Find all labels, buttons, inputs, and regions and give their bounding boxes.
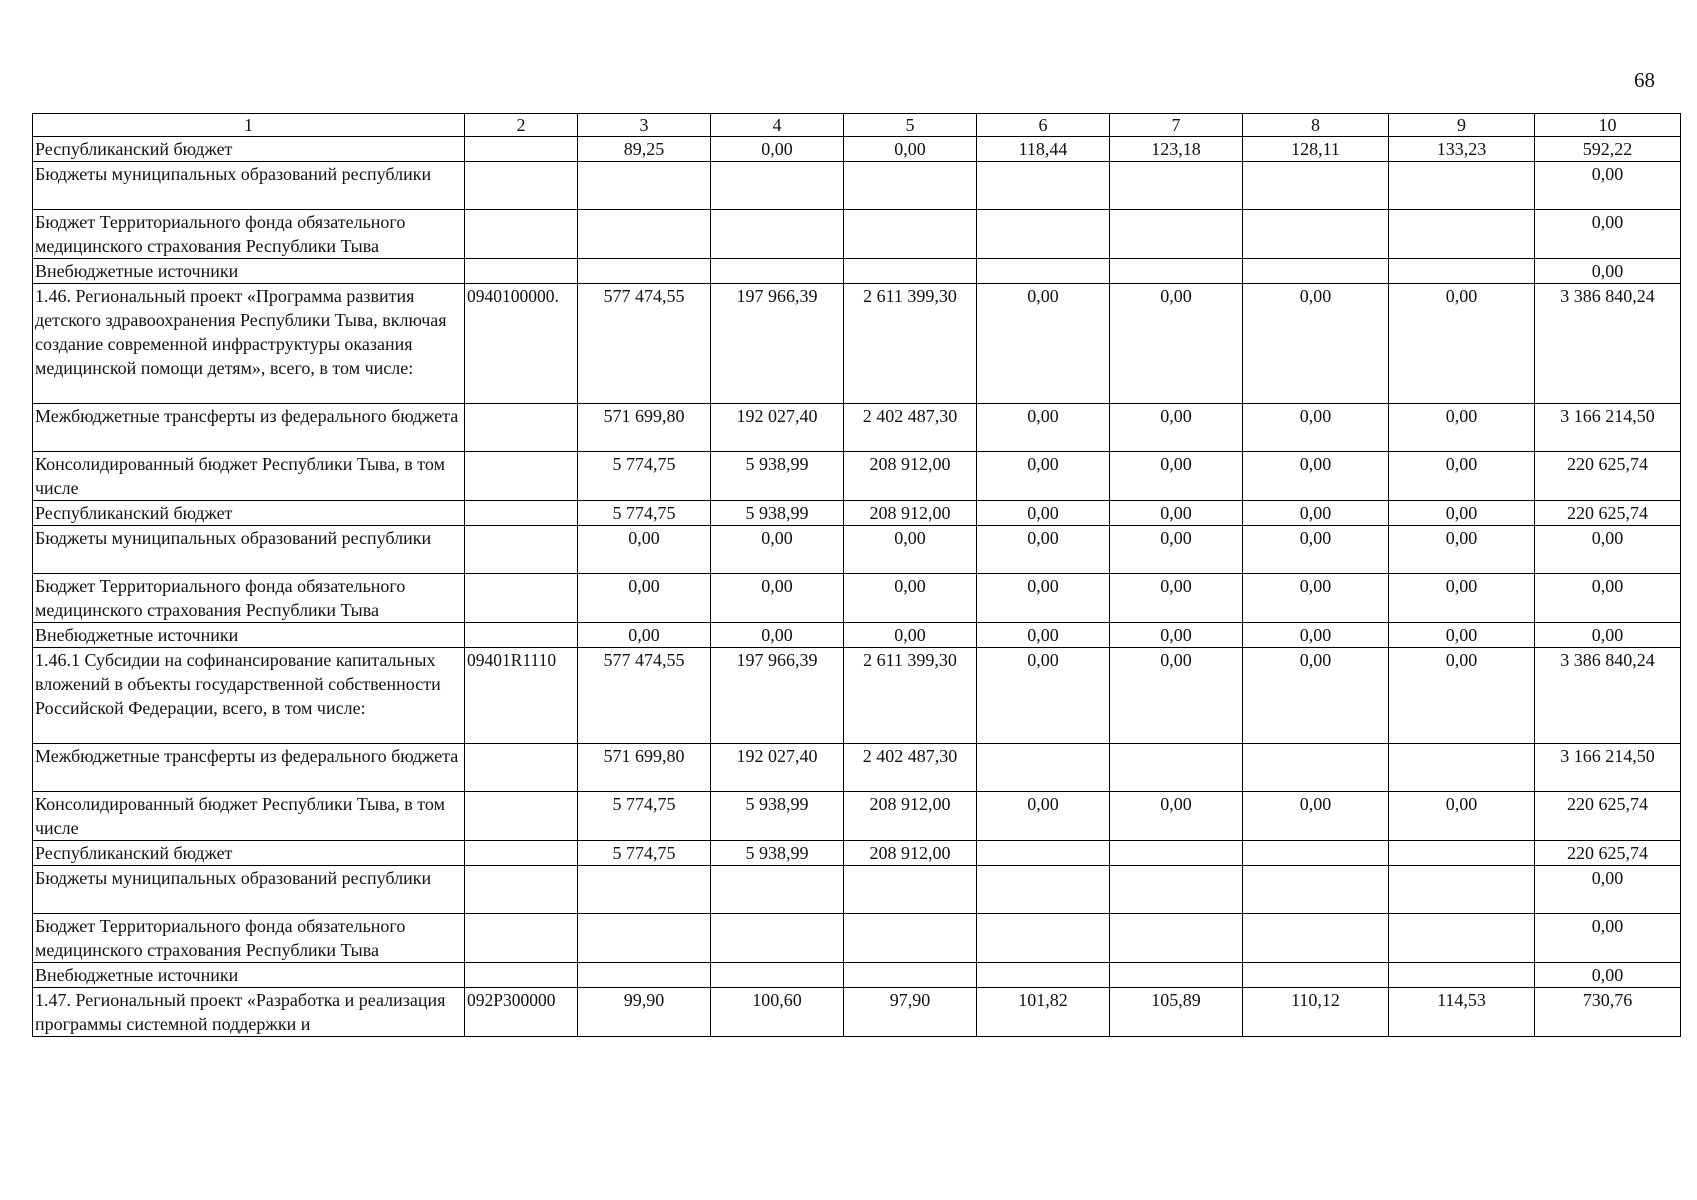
page-number: 68 [1634, 68, 1655, 92]
amount-cell [1110, 162, 1243, 210]
amount-cell: 0,00 [1389, 526, 1535, 574]
amount-cell: 0,00 [1535, 162, 1681, 210]
amount-cell: 0,00 [1535, 866, 1681, 914]
amount-cell [1389, 963, 1535, 988]
table-row [33, 259, 1681, 284]
row-label: Внебюджетные источники [33, 623, 465, 648]
amount-cell: 0,00 [977, 404, 1110, 452]
budget-code [465, 866, 578, 914]
amount-cell: 0,00 [1535, 574, 1681, 623]
amount-cell [1243, 744, 1389, 792]
amount-cell: 0,00 [1110, 648, 1243, 744]
amount-cell [1389, 866, 1535, 914]
amount-cell: 5 774,75 [578, 501, 711, 526]
row-label: Межбюджетные трансферты из федерального бюджета [33, 744, 465, 792]
amount-cell [1110, 841, 1243, 866]
amount-cell [977, 210, 1110, 259]
row-label: Бюджет Территориального фонда обязательного медицинского страхования Республики Тыва [33, 914, 465, 963]
table-row [33, 284, 1681, 404]
table-row [33, 648, 1681, 744]
amount-cell: 97,90 [844, 988, 977, 1037]
amount-cell [1243, 963, 1389, 988]
budget-code: 092P300000 [465, 988, 578, 1037]
amount-cell [711, 162, 844, 210]
amount-cell: 197 966,39 [711, 284, 844, 404]
amount-cell: 0,00 [844, 623, 977, 648]
amount-cell: 0,00 [1389, 501, 1535, 526]
amount-cell: 0,00 [1243, 284, 1389, 404]
amount-cell [1243, 162, 1389, 210]
amount-cell: 0,00 [1389, 648, 1535, 744]
budget-code [465, 841, 578, 866]
budget-code [465, 404, 578, 452]
table-row [33, 162, 1681, 210]
budget-code [465, 452, 578, 501]
amount-cell: 571 699,80 [578, 744, 711, 792]
budget-code [465, 914, 578, 963]
amount-cell: 2 611 399,30 [844, 284, 977, 404]
amount-cell: 0,00 [578, 623, 711, 648]
amount-cell: 192 027,40 [711, 744, 844, 792]
amount-cell [1389, 259, 1535, 284]
amount-cell: 0,00 [1535, 259, 1681, 284]
table-row [33, 963, 1681, 988]
amount-cell: 0,00 [1535, 623, 1681, 648]
amount-cell [977, 259, 1110, 284]
row-label: 1.46. Региональный проект «Программа развития детского здравоохранения Республики Тыва, включая создание современной инфраструктуры оказания медицинской помощи детям», всего, в том числе: [33, 284, 465, 404]
amount-cell [1389, 162, 1535, 210]
row-label: Консолидированный бюджет Республики Тыва, в том числе [33, 452, 465, 501]
table-row [33, 501, 1681, 526]
row-label: Республиканский бюджет [33, 137, 465, 162]
amount-cell: 0,00 [1535, 526, 1681, 574]
amount-cell: 0,00 [711, 574, 844, 623]
amount-cell: 3 386 840,24 [1535, 648, 1681, 744]
amount-cell: 0,00 [977, 284, 1110, 404]
amount-cell [977, 963, 1110, 988]
amount-cell [1110, 210, 1243, 259]
amount-cell [578, 259, 711, 284]
amount-cell [977, 914, 1110, 963]
amount-cell: 114,53 [1389, 988, 1535, 1037]
row-label: Бюджеты муниципальных образований республики [33, 866, 465, 914]
budget-code [465, 162, 578, 210]
amount-cell: 0,00 [1243, 501, 1389, 526]
budget-code: 09401R1110 [465, 648, 578, 744]
amount-cell: 3 166 214,50 [1535, 404, 1681, 452]
amount-cell [1243, 866, 1389, 914]
amount-cell: 571 699,80 [578, 404, 711, 452]
column-header-3: 3 [578, 114, 711, 137]
budget-code [465, 623, 578, 648]
budget-code [465, 259, 578, 284]
amount-cell [844, 162, 977, 210]
amount-cell [1110, 866, 1243, 914]
table-header-row [33, 114, 1681, 137]
amount-cell: 0,00 [1110, 623, 1243, 648]
table-row [33, 792, 1681, 841]
amount-cell: 110,12 [1243, 988, 1389, 1037]
amount-cell: 0,00 [1389, 284, 1535, 404]
amount-cell: 99,90 [578, 988, 711, 1037]
amount-cell: 0,00 [1389, 623, 1535, 648]
amount-cell [977, 744, 1110, 792]
amount-cell: 197 966,39 [711, 648, 844, 744]
amount-cell: 0,00 [1243, 648, 1389, 744]
amount-cell: 5 938,99 [711, 501, 844, 526]
amount-cell: 0,00 [844, 526, 977, 574]
amount-cell: 208 912,00 [844, 792, 977, 841]
amount-cell: 220 625,74 [1535, 501, 1681, 526]
budget-code [465, 792, 578, 841]
amount-cell: 0,00 [1110, 404, 1243, 452]
amount-cell: 5 938,99 [711, 452, 844, 501]
amount-cell [1243, 259, 1389, 284]
amount-cell [1389, 210, 1535, 259]
amount-cell [1243, 914, 1389, 963]
amount-cell: 0,00 [977, 648, 1110, 744]
column-header-1: 1 [33, 114, 465, 137]
table-row [33, 574, 1681, 623]
amount-cell: 5 938,99 [711, 841, 844, 866]
row-label: Межбюджетные трансферты из федерального бюджета [33, 404, 465, 452]
amount-cell: 208 912,00 [844, 452, 977, 501]
amount-cell: 0,00 [1535, 963, 1681, 988]
amount-cell: 0,00 [1389, 452, 1535, 501]
column-header-2: 2 [465, 114, 578, 137]
amount-cell: 0,00 [1110, 792, 1243, 841]
amount-cell [1110, 744, 1243, 792]
row-label: Бюджеты муниципальных образований республики [33, 526, 465, 574]
amount-cell [578, 914, 711, 963]
amount-cell: 730,76 [1535, 988, 1681, 1037]
amount-cell: 220 625,74 [1535, 792, 1681, 841]
column-header-6: 6 [977, 114, 1110, 137]
amount-cell: 0,00 [1389, 574, 1535, 623]
amount-cell: 0,00 [1110, 452, 1243, 501]
amount-cell [578, 866, 711, 914]
budget-code [465, 526, 578, 574]
table-row [33, 452, 1681, 501]
amount-cell: 0,00 [578, 574, 711, 623]
amount-cell [844, 963, 977, 988]
amount-cell: 0,00 [1243, 404, 1389, 452]
amount-cell: 577 474,55 [578, 284, 711, 404]
row-label: Бюджеты муниципальных образований республики [33, 162, 465, 210]
column-header-10: 10 [1535, 114, 1681, 137]
amount-cell [1389, 841, 1535, 866]
row-label: Внебюджетные источники [33, 963, 465, 988]
table-row [33, 623, 1681, 648]
amount-cell [844, 866, 977, 914]
table-row [33, 210, 1681, 259]
row-label: 1.47. Региональный проект «Разработка и реализация программы системной поддержки и [33, 988, 465, 1037]
amount-cell: 0,00 [711, 137, 844, 162]
amount-cell: 5 774,75 [578, 452, 711, 501]
budget-code [465, 501, 578, 526]
row-label: Бюджет Территориального фонда обязательного медицинского страхования Республики Тыва [33, 574, 465, 623]
amount-cell: 192 027,40 [711, 404, 844, 452]
amount-cell: 577 474,55 [578, 648, 711, 744]
amount-cell [711, 914, 844, 963]
amount-cell: 100,60 [711, 988, 844, 1037]
amount-cell: 5 938,99 [711, 792, 844, 841]
amount-cell: 89,25 [578, 137, 711, 162]
amount-cell: 0,00 [1389, 404, 1535, 452]
amount-cell: 592,22 [1535, 137, 1681, 162]
row-label: 1.46.1 Субсидии на софинансирование капитальных вложений в объекты государственной собственности Российской Федерации, всего, в том числе: [33, 648, 465, 744]
table-row [33, 744, 1681, 792]
amount-cell [711, 963, 844, 988]
budget-code [465, 210, 578, 259]
amount-cell [844, 210, 977, 259]
amount-cell: 0,00 [1110, 574, 1243, 623]
row-label: Республиканский бюджет [33, 501, 465, 526]
amount-cell: 2 611 399,30 [844, 648, 977, 744]
row-label: Республиканский бюджет [33, 841, 465, 866]
amount-cell: 0,00 [711, 623, 844, 648]
amount-cell [844, 259, 977, 284]
amount-cell: 0,00 [1243, 526, 1389, 574]
amount-cell: 0,00 [1110, 526, 1243, 574]
amount-cell: 0,00 [1110, 501, 1243, 526]
amount-cell [711, 210, 844, 259]
table-row [33, 526, 1681, 574]
amount-cell [1389, 914, 1535, 963]
amount-cell: 0,00 [1389, 792, 1535, 841]
amount-cell [977, 866, 1110, 914]
budget-code: 0940100000. [465, 284, 578, 404]
row-label: Консолидированный бюджет Республики Тыва, в том числе [33, 792, 465, 841]
amount-cell [1110, 963, 1243, 988]
amount-cell: 0,00 [1110, 284, 1243, 404]
amount-cell [578, 162, 711, 210]
amount-cell: 3 386 840,24 [1535, 284, 1681, 404]
amount-cell: 118,44 [977, 137, 1110, 162]
amount-cell [711, 259, 844, 284]
amount-cell [1243, 210, 1389, 259]
budget-code [465, 963, 578, 988]
amount-cell [977, 162, 1110, 210]
column-header-8: 8 [1243, 114, 1389, 137]
column-header-9: 9 [1389, 114, 1535, 137]
amount-cell: 101,82 [977, 988, 1110, 1037]
amount-cell: 208 912,00 [844, 841, 977, 866]
amount-cell: 3 166 214,50 [1535, 744, 1681, 792]
amount-cell [1110, 914, 1243, 963]
table-row [33, 404, 1681, 452]
column-header-4: 4 [711, 114, 844, 137]
budget-code [465, 744, 578, 792]
amount-cell [711, 866, 844, 914]
amount-cell: 0,00 [578, 526, 711, 574]
table-body [33, 114, 1681, 1037]
row-label: Бюджет Территориального фонда обязательного медицинского страхования Республики Тыва [33, 210, 465, 259]
amount-cell [1243, 841, 1389, 866]
amount-cell: 2 402 487,30 [844, 744, 977, 792]
amount-cell [1389, 744, 1535, 792]
amount-cell [578, 210, 711, 259]
budget-code [465, 137, 578, 162]
table-row [33, 841, 1681, 866]
table-row [33, 866, 1681, 914]
amount-cell [844, 914, 977, 963]
amount-cell: 128,11 [1243, 137, 1389, 162]
amount-cell: 133,23 [1389, 137, 1535, 162]
amount-cell: 220 625,74 [1535, 841, 1681, 866]
amount-cell: 0,00 [977, 623, 1110, 648]
amount-cell: 0,00 [977, 501, 1110, 526]
amount-cell: 0,00 [977, 792, 1110, 841]
amount-cell: 0,00 [1243, 623, 1389, 648]
amount-cell: 220 625,74 [1535, 452, 1681, 501]
amount-cell: 0,00 [844, 137, 977, 162]
column-header-7: 7 [1110, 114, 1243, 137]
amount-cell: 105,89 [1110, 988, 1243, 1037]
amount-cell: 5 774,75 [578, 792, 711, 841]
amount-cell: 0,00 [711, 526, 844, 574]
amount-cell [578, 963, 711, 988]
amount-cell: 0,00 [977, 452, 1110, 501]
amount-cell: 0,00 [977, 574, 1110, 623]
amount-cell: 0,00 [1243, 452, 1389, 501]
row-label: Внебюджетные источники [33, 259, 465, 284]
table-row [33, 137, 1681, 162]
budget-code [465, 574, 578, 623]
budget-table [32, 113, 1681, 1037]
column-header-5: 5 [844, 114, 977, 137]
amount-cell: 0,00 [1535, 914, 1681, 963]
amount-cell: 123,18 [1110, 137, 1243, 162]
amount-cell: 0,00 [977, 526, 1110, 574]
amount-cell: 208 912,00 [844, 501, 977, 526]
amount-cell [977, 841, 1110, 866]
amount-cell: 2 402 487,30 [844, 404, 977, 452]
amount-cell: 0,00 [1243, 792, 1389, 841]
table-row [33, 988, 1681, 1037]
amount-cell: 0,00 [1535, 210, 1681, 259]
amount-cell: 0,00 [1243, 574, 1389, 623]
table-row [33, 914, 1681, 963]
amount-cell: 5 774,75 [578, 841, 711, 866]
amount-cell: 0,00 [844, 574, 977, 623]
amount-cell [1110, 259, 1243, 284]
